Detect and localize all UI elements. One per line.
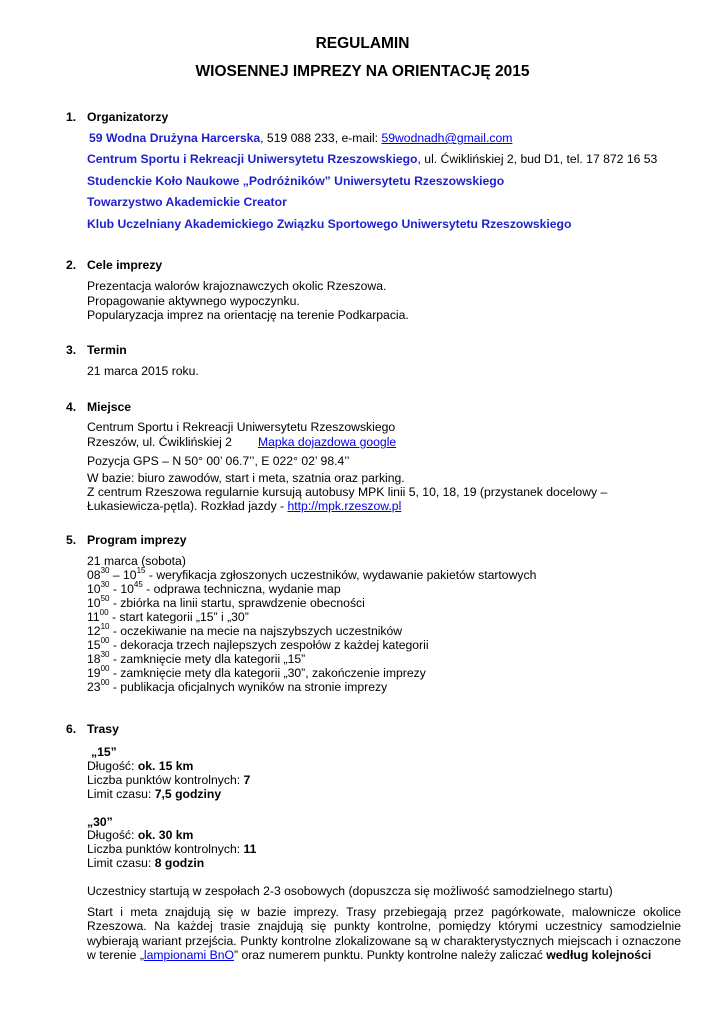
length-label: Długość: (87, 759, 138, 773)
time-separator: – (109, 568, 124, 582)
organizer-2-address: , ul. Ćwiklińskiej 2, bud D1, tel. 17 872 16 53 (417, 152, 658, 166)
organizer-5: Klub Uczelniany Akademickiego Związku Sportowego Uniwersytetu Rzeszowskiego (87, 217, 572, 231)
gps-position: Pozycja GPS – N 50° 00’ 06.7’’, E 022° 02’ 98.4’’ (87, 454, 350, 468)
base-info: W bazie: biuro zawodów, start i meta, szatnia oraz parking. (87, 471, 405, 485)
organizer-1-name: 59 Wodna Drużyna Harcerska (89, 131, 261, 145)
program-item (87, 663, 426, 680)
section-heading-routes (66, 722, 119, 736)
points-value: 7 (243, 773, 251, 787)
section-title: Organizatorzy (87, 110, 169, 124)
program-item (87, 579, 341, 596)
lanterns-link[interactable]: lampionami BnO (143, 947, 234, 962)
route-30-length (87, 828, 193, 842)
program-item (87, 677, 388, 694)
program-item (87, 649, 306, 666)
route-15-name: „15” (91, 745, 117, 759)
program-item-text: - oczekiwanie na mecie na najszybszych uczestników (109, 624, 403, 638)
bus-info-text: Łukasiewicza-pętla). Rozkład jazdy - (87, 499, 288, 513)
route-30-points (87, 842, 256, 856)
end-hour: 10 (120, 582, 134, 596)
time-value: 8 godzin (154, 856, 205, 870)
organizer-1 (89, 131, 512, 145)
start-hour: 15 (87, 638, 101, 652)
points-label: Liczba punktów kontrolnych: (87, 842, 244, 856)
route-15-time (87, 787, 221, 801)
section-title: Termin (87, 343, 127, 357)
program-item-text: - odprawa techniczna, wydanie map (142, 582, 341, 596)
place-address-line (87, 435, 396, 449)
time-value: 7,5 godziny (154, 787, 222, 801)
program-item (87, 593, 365, 610)
section-heading-place (66, 400, 131, 414)
start-hour: 10 (87, 582, 101, 596)
section-number: 2. (66, 258, 77, 272)
start-hour: 12 (87, 624, 101, 638)
bus-info-1: Z centrum Rzeszowa regularnie kursują autobusy MPK linii 5, 10, 18, 19 (przystanek docelowy – (87, 485, 608, 499)
goal-1: Prezentacja walorów krajoznawczych okolic Rzeszowa. (87, 279, 387, 293)
start-hour: 11 (87, 610, 100, 624)
start-hour: 18 (87, 652, 101, 666)
end-hour: 10 (123, 568, 137, 582)
teams-info: Uczestnicy startują w zespołach 2-3 osobowych (dopuszcza się możliwość samodzielnego startu) (87, 884, 613, 898)
end-minute: 15 (136, 565, 146, 575)
time-label: Limit czasu: (87, 787, 155, 801)
section-heading-program (66, 533, 187, 547)
start-minute: 00 (99, 607, 109, 617)
program-item-text: - zbiórka na linii startu, sprawdzenie obecności (109, 596, 365, 610)
section-number: 1. (66, 110, 77, 124)
organizer-email-link[interactable]: 59wodnadh@gmail.com (381, 131, 513, 145)
organizer-2 (87, 152, 657, 166)
length-value: ok. 30 km (137, 828, 194, 842)
section-heading-goals (66, 258, 162, 272)
program-item-text: - dekoracja trzech najlepszych zespołów z każdej kategorii (109, 638, 429, 652)
section-title: Miejsce (87, 400, 132, 414)
time-separator: - (109, 582, 121, 596)
routes-description-bold: według kolejności (546, 947, 652, 962)
time-label: Limit czasu: (87, 856, 155, 870)
start-minute: 10 (100, 621, 110, 631)
start-hour: 23 (87, 680, 101, 694)
start-minute: 50 (100, 593, 110, 603)
length-value: ok. 15 km (137, 759, 194, 773)
section-heading-date (66, 343, 127, 357)
points-value: 11 (243, 842, 257, 856)
start-hour: 19 (87, 666, 101, 680)
length-label: Długość: (87, 828, 138, 842)
section-number: 6. (66, 722, 77, 736)
program-date: 21 marca (sobota) (87, 554, 186, 568)
goal-3: Popularyzacja imprez na orientację na terenie Podkarpacia. (87, 308, 409, 322)
map-link[interactable]: Mapka dojazdowa google (257, 435, 397, 449)
section-title: Cele imprezy (87, 258, 163, 272)
section-number: 4. (66, 400, 77, 414)
organizer-1-contact: , 519 088 233, e-mail: (260, 131, 382, 145)
route-15-points (87, 773, 250, 787)
points-label: Liczba punktów kontrolnych: (87, 773, 244, 787)
routes-description-text: Start i meta znajdują się w bazie imprezy. Trasy przebiegają przez pagórkowate, malownicze okolice Rzeszowa. Na każdej trasie znajdują się punkty kontrolne, pomiędzy którymi uczestnicy samodzielnie wybierają wariant przejścia. Punkty kontrolne zlokalizowane są w charakterystycznych miejscach i oznaczone w terenie „ (87, 905, 681, 962)
start-hour: 08 (87, 568, 101, 582)
program-item-text: - zamknięcie mety dla kategorii „30”, zakończenie imprezy (109, 666, 426, 680)
section-number: 5. (66, 533, 77, 547)
route-30-time (87, 856, 204, 870)
bus-info-2 (87, 499, 401, 513)
start-minute: 30 (100, 649, 110, 659)
start-minute: 30 (100, 579, 110, 589)
program-item-text: - start kategorii „15” i „30” (108, 610, 249, 624)
section-heading-organizers (66, 110, 168, 124)
organizer-3: Studenckie Koło Naukowe „Podróżników” Uniwersytetu Rzeszowskiego (87, 174, 505, 188)
program-item (87, 621, 403, 638)
program-item (87, 607, 249, 624)
place-address: Rzeszów, ul. Ćwiklińskiej 2 (87, 435, 232, 449)
start-minute: 30 (100, 565, 110, 575)
start-hour: 10 (87, 596, 101, 610)
routes-description-text-2: ” oraz numerem punktu. Punkty kontrolne należy zaliczać (234, 947, 547, 962)
route-30-name: „30” (87, 815, 113, 829)
section-title: Program imprezy (87, 533, 187, 547)
section-number: 3. (66, 343, 77, 357)
document-subtitle: WIOSENNEJ IMPREZY NA ORIENTACJĘ 2015 (195, 63, 530, 80)
program-item-text: - publikacja oficjalnych wyników na stronie imprezy (109, 680, 388, 694)
event-date: 21 marca 2015 roku. (87, 364, 199, 378)
section-title: Trasy (87, 722, 119, 736)
mpk-link[interactable]: http://mpk.rzeszow.pl (287, 499, 402, 513)
route-15-length (87, 759, 193, 773)
program-item (87, 565, 537, 582)
start-minute: 00 (100, 677, 110, 687)
document-title: REGULAMIN (315, 35, 410, 52)
start-minute: 00 (100, 663, 110, 673)
place-name: Centrum Sportu i Rekreacji Uniwersytetu Rzeszowskiego (87, 420, 396, 434)
organizer-4: Towarzystwo Akademickie Creator (87, 195, 287, 209)
end-minute: 45 (133, 579, 143, 589)
program-item-text: - zamknięcie mety dla kategorii „15” (109, 652, 306, 666)
routes-description (87, 905, 681, 962)
goal-2: Propagowanie aktywnego wypoczynku. (87, 294, 300, 308)
program-item (87, 635, 429, 652)
organizer-2-name: Centrum Sportu i Rekreacji Uniwersytetu Rzeszowskiego (87, 152, 418, 166)
program-item-text: - weryfikacja zgłoszonych uczestników, wydawanie pakietów startowych (145, 568, 537, 582)
start-minute: 00 (100, 635, 110, 645)
